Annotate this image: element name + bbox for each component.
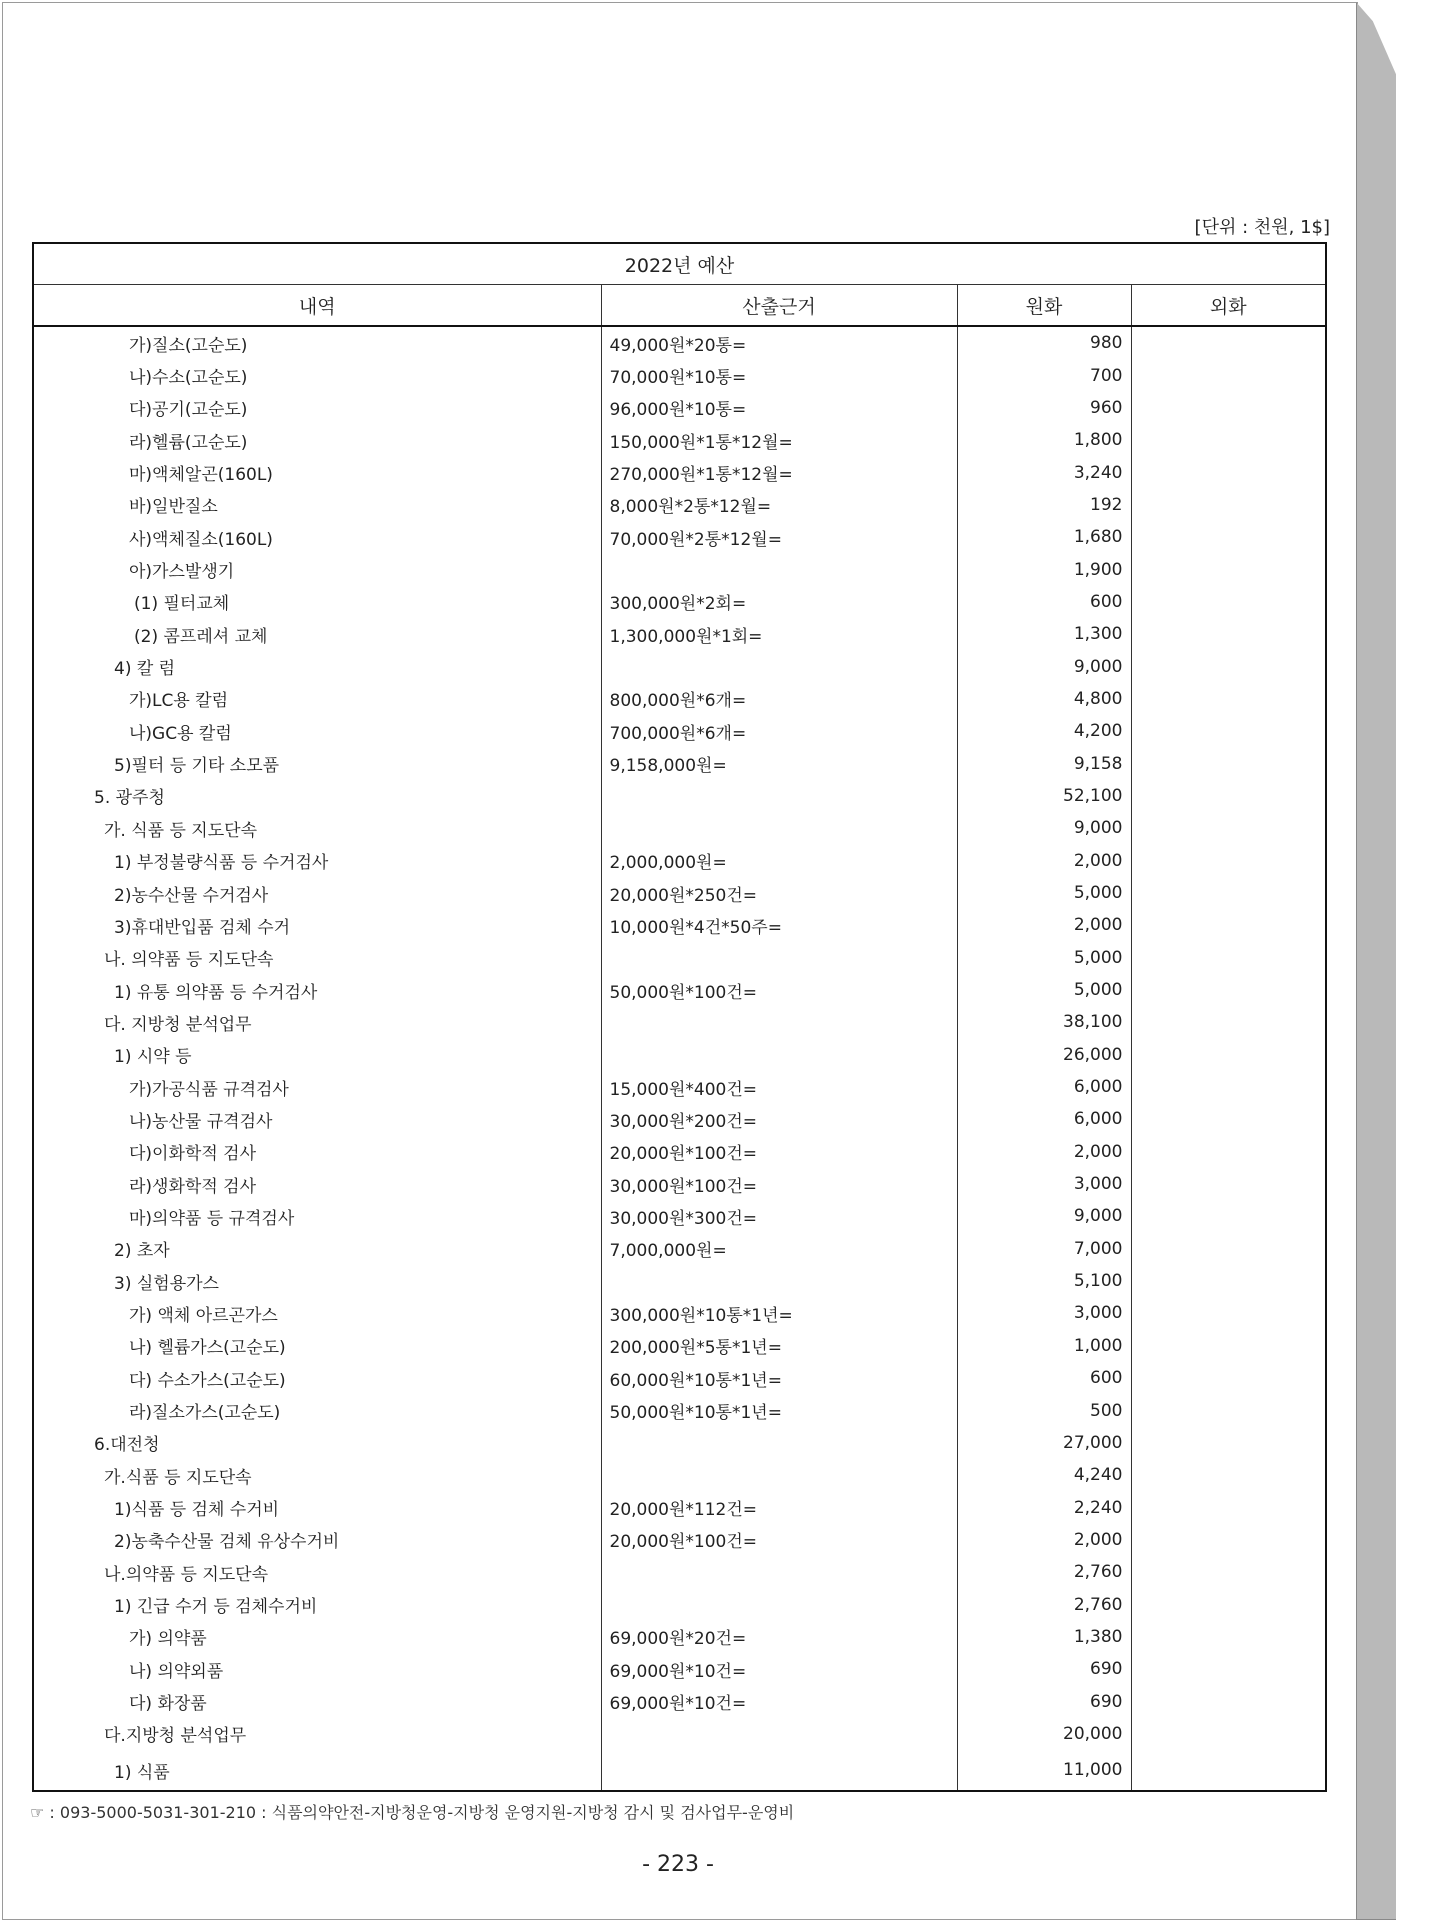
table-row <box>33 1136 1326 1168</box>
item-cell: 가.식품 등 지도단속 <box>33 1459 601 1491</box>
item-cell: 2) 초자 <box>33 1233 601 1265</box>
table-row <box>33 1653 1326 1685</box>
fx-cell <box>1131 1653 1326 1685</box>
fx-cell <box>1131 683 1326 715</box>
fx-cell <box>1131 1200 1326 1232</box>
fx-cell <box>1131 1168 1326 1200</box>
krw-cell: 5,100 <box>957 1265 1131 1297</box>
item-cell: 마)의약품 등 규격검사 <box>33 1200 601 1232</box>
fx-cell <box>1131 456 1326 488</box>
fx-cell <box>1131 489 1326 521</box>
fx-cell <box>1131 1556 1326 1588</box>
basis-cell: 69,000원*20건= <box>601 1621 957 1653</box>
fx-cell <box>1131 1491 1326 1523</box>
item-cell: 나)수소(고순도) <box>33 359 601 391</box>
basis-cell <box>601 1039 957 1071</box>
item-cell: 가. 식품 등 지도단속 <box>33 812 601 844</box>
budget-table <box>32 242 1327 1792</box>
basis-cell <box>601 1427 957 1459</box>
fx-cell <box>1131 812 1326 844</box>
item-cell: 가)질소(고순도) <box>33 326 601 359</box>
basis-cell <box>601 1459 957 1491</box>
table-row <box>33 1718 1326 1750</box>
table-row <box>33 1362 1326 1394</box>
fx-cell <box>1131 553 1326 585</box>
basis-cell <box>601 1588 957 1620</box>
fx-cell <box>1131 1427 1326 1459</box>
krw-cell: 1,000 <box>957 1330 1131 1362</box>
krw-cell: 690 <box>957 1653 1131 1685</box>
item-cell: 1) 식품 <box>33 1750 601 1791</box>
table-row <box>33 1297 1326 1329</box>
table-row <box>33 1750 1326 1791</box>
krw-cell: 20,000 <box>957 1718 1131 1750</box>
table-row <box>33 812 1326 844</box>
krw-cell: 3,000 <box>957 1297 1131 1329</box>
basis-cell: 96,000원*10통= <box>601 392 957 424</box>
krw-cell: 27,000 <box>957 1427 1131 1459</box>
fx-cell <box>1131 1459 1326 1491</box>
table-row <box>33 1394 1326 1426</box>
item-cell: 가) 액체 아르곤가스 <box>33 1297 601 1329</box>
fx-cell <box>1131 1071 1326 1103</box>
fx-cell <box>1131 650 1326 682</box>
basis-cell: 30,000원*300건= <box>601 1200 957 1232</box>
fx-cell <box>1131 1006 1326 1038</box>
item-cell: 나)GC용 칼럼 <box>33 715 601 747</box>
item-cell: 2)농축수산물 검체 유상수거비 <box>33 1524 601 1556</box>
basis-cell: 50,000원*10통*1년= <box>601 1394 957 1426</box>
fx-cell <box>1131 1588 1326 1620</box>
krw-cell: 690 <box>957 1685 1131 1717</box>
table-row <box>33 489 1326 521</box>
basis-cell: 15,000원*400건= <box>601 1071 957 1103</box>
item-cell: 라)질소가스(고순도) <box>33 1394 601 1426</box>
krw-cell: 38,100 <box>957 1006 1131 1038</box>
table-row <box>33 1330 1326 1362</box>
table-row <box>33 1006 1326 1038</box>
krw-cell: 4,200 <box>957 715 1131 747</box>
item-cell: 5)필터 등 기타 소모품 <box>33 747 601 779</box>
basis-cell <box>601 942 957 974</box>
table-row <box>33 974 1326 1006</box>
item-cell: 마)액체알곤(160L) <box>33 456 601 488</box>
fx-cell <box>1131 1621 1326 1653</box>
table-row <box>33 683 1326 715</box>
basis-cell: 7,000,000원= <box>601 1233 957 1265</box>
item-cell: 1) 유통 의약품 등 수거검사 <box>33 974 601 1006</box>
item-cell: 다. 지방청 분석업무 <box>33 1006 601 1038</box>
basis-cell: 69,000원*10건= <box>601 1653 957 1685</box>
basis-cell: 300,000원*2회= <box>601 586 957 618</box>
krw-cell: 4,240 <box>957 1459 1131 1491</box>
fx-cell <box>1131 1233 1326 1265</box>
basis-cell: 60,000원*10통*1년= <box>601 1362 957 1394</box>
table-row <box>33 553 1326 585</box>
basis-cell <box>601 1750 957 1791</box>
krw-cell: 192 <box>957 489 1131 521</box>
fx-cell <box>1131 521 1326 553</box>
table-row <box>33 1200 1326 1232</box>
fx-cell <box>1131 1362 1326 1394</box>
krw-cell: 6,000 <box>957 1071 1131 1103</box>
basis-cell: 270,000원*1통*12월= <box>601 456 957 488</box>
table-row <box>33 392 1326 424</box>
krw-cell: 500 <box>957 1394 1131 1426</box>
fx-cell <box>1131 1394 1326 1426</box>
fx-cell <box>1131 1685 1326 1717</box>
krw-cell: 7,000 <box>957 1233 1131 1265</box>
fx-cell <box>1131 909 1326 941</box>
table-row <box>33 618 1326 650</box>
item-cell: 다)이화학적 검사 <box>33 1136 601 1168</box>
fx-cell <box>1131 618 1326 650</box>
krw-cell: 2,000 <box>957 845 1131 877</box>
basis-cell <box>601 812 957 844</box>
item-cell: 나) 헬륨가스(고순도) <box>33 1330 601 1362</box>
krw-cell: 960 <box>957 392 1131 424</box>
item-cell: 다) 화장품 <box>33 1685 601 1717</box>
item-cell: 3) 실험용가스 <box>33 1265 601 1297</box>
basis-cell: 69,000원*10건= <box>601 1685 957 1717</box>
krw-cell: 2,240 <box>957 1491 1131 1523</box>
page-margin <box>1396 0 1450 1926</box>
fx-cell <box>1131 1718 1326 1750</box>
basis-cell: 20,000원*250건= <box>601 877 957 909</box>
krw-cell: 5,000 <box>957 942 1131 974</box>
page-number: - 223 - <box>642 1852 714 1877</box>
table-body <box>33 326 1326 1791</box>
item-cell: 아)가스발생기 <box>33 553 601 585</box>
item-cell: 나.의약품 등 지도단속 <box>33 1556 601 1588</box>
basis-cell <box>601 1265 957 1297</box>
table-row <box>33 326 1326 359</box>
table-row <box>33 909 1326 941</box>
fx-cell <box>1131 715 1326 747</box>
fx-cell <box>1131 974 1326 1006</box>
krw-cell: 52,100 <box>957 780 1131 812</box>
table-row <box>33 1685 1326 1717</box>
basis-cell: 800,000원*6개= <box>601 683 957 715</box>
basis-cell: 20,000원*112건= <box>601 1491 957 1523</box>
fx-cell <box>1131 780 1326 812</box>
basis-cell <box>601 1006 957 1038</box>
fx-cell <box>1131 1297 1326 1329</box>
krw-cell: 9,158 <box>957 747 1131 779</box>
basis-cell: 50,000원*100건= <box>601 974 957 1006</box>
item-cell: 1) 시약 등 <box>33 1039 601 1071</box>
table-row <box>33 845 1326 877</box>
footnote: ☞ : 093-5000-5031-301-210 : 식품의약안전-지방청운영-지방청 운영지원-지방청 감시 및 검사업무-운영비 <box>30 1803 795 1822</box>
basis-cell: 700,000원*6개= <box>601 715 957 747</box>
item-cell: 다)공기(고순도) <box>33 392 601 424</box>
table-row <box>33 1168 1326 1200</box>
basis-cell: 49,000원*20통= <box>601 326 957 359</box>
table-row <box>33 1103 1326 1135</box>
header-krw: 원화 <box>957 285 1131 327</box>
krw-cell: 980 <box>957 326 1131 359</box>
item-cell: 5. 광주청 <box>33 780 601 812</box>
krw-cell: 1,900 <box>957 553 1131 585</box>
header-basis: 산출근거 <box>601 285 957 327</box>
basis-cell: 200,000원*5통*1년= <box>601 1330 957 1362</box>
item-cell: 1) 긴급 수거 등 검체수거비 <box>33 1588 601 1620</box>
krw-cell: 9,000 <box>957 1200 1131 1232</box>
krw-cell: 2,760 <box>957 1556 1131 1588</box>
fx-cell <box>1131 424 1326 456</box>
krw-cell: 1,680 <box>957 521 1131 553</box>
item-cell: 4) 칼 럼 <box>33 650 601 682</box>
basis-cell: 1,300,000원*1회= <box>601 618 957 650</box>
krw-cell: 1,380 <box>957 1621 1131 1653</box>
table-row <box>33 586 1326 618</box>
krw-cell: 5,000 <box>957 974 1131 1006</box>
krw-cell: 2,000 <box>957 1136 1131 1168</box>
fx-cell <box>1131 1265 1326 1297</box>
table-row <box>33 1427 1326 1459</box>
table-row <box>33 780 1326 812</box>
krw-cell: 6,000 <box>957 1103 1131 1135</box>
header-fx: 외화 <box>1131 285 1326 327</box>
item-cell: 6.대전청 <box>33 1427 601 1459</box>
table-row <box>33 1588 1326 1620</box>
item-cell: 가)LC용 칼럼 <box>33 683 601 715</box>
basis-cell: 20,000원*100건= <box>601 1136 957 1168</box>
item-cell: 라)생화학적 검사 <box>33 1168 601 1200</box>
unit-label: [단위 : 천원, 1$] <box>1194 217 1330 238</box>
table-row <box>33 1491 1326 1523</box>
item-cell: (2) 콤프레셔 교체 <box>33 618 601 650</box>
table-row <box>33 715 1326 747</box>
item-cell: 사)액체질소(160L) <box>33 521 601 553</box>
fx-cell <box>1131 747 1326 779</box>
fx-cell <box>1131 1524 1326 1556</box>
item-cell: 나) 의약외품 <box>33 1653 601 1685</box>
fx-cell <box>1131 392 1326 424</box>
basis-cell <box>601 553 957 585</box>
table-row <box>33 942 1326 974</box>
krw-cell: 26,000 <box>957 1039 1131 1071</box>
basis-cell: 70,000원*2통*12월= <box>601 521 957 553</box>
krw-cell: 1,800 <box>957 424 1131 456</box>
item-cell: 2)농수산물 수거검사 <box>33 877 601 909</box>
basis-cell <box>601 1556 957 1588</box>
krw-cell: 4,800 <box>957 683 1131 715</box>
krw-cell: 9,000 <box>957 650 1131 682</box>
table-row <box>33 1071 1326 1103</box>
item-cell: 나)농산물 규격검사 <box>33 1103 601 1135</box>
krw-cell: 700 <box>957 359 1131 391</box>
table-row <box>33 521 1326 553</box>
table-row <box>33 1039 1326 1071</box>
table-row <box>33 456 1326 488</box>
basis-cell: 300,000원*10통*1년= <box>601 1297 957 1329</box>
table-row <box>33 1621 1326 1653</box>
table-row <box>33 359 1326 391</box>
fx-cell <box>1131 326 1326 359</box>
table-row <box>33 1459 1326 1491</box>
item-cell: (1) 필터교체 <box>33 586 601 618</box>
fx-cell <box>1131 877 1326 909</box>
item-cell: 다) 수소가스(고순도) <box>33 1362 601 1394</box>
basis-cell: 70,000원*10통= <box>601 359 957 391</box>
table-row <box>33 1556 1326 1588</box>
krw-cell: 600 <box>957 586 1131 618</box>
item-cell: 나. 의약품 등 지도단속 <box>33 942 601 974</box>
krw-cell: 11,000 <box>957 1750 1131 1791</box>
basis-cell: 30,000원*100건= <box>601 1168 957 1200</box>
table-row <box>33 1265 1326 1297</box>
basis-cell: 150,000원*1통*12월= <box>601 424 957 456</box>
krw-cell: 2,760 <box>957 1588 1131 1620</box>
krw-cell: 2,000 <box>957 1524 1131 1556</box>
basis-cell <box>601 650 957 682</box>
basis-cell: 30,000원*200건= <box>601 1103 957 1135</box>
table-caption: 2022년 예산 <box>33 243 1326 285</box>
krw-cell: 5,000 <box>957 877 1131 909</box>
item-cell: 1)식품 등 검체 수거비 <box>33 1491 601 1523</box>
item-cell: 가)가공식품 규격검사 <box>33 1071 601 1103</box>
item-cell: 3)휴대반입품 검체 수거 <box>33 909 601 941</box>
table-row <box>33 747 1326 779</box>
table-row <box>33 1233 1326 1265</box>
krw-cell: 2,000 <box>957 909 1131 941</box>
page-stack-edge <box>1356 2 1398 1920</box>
fx-cell <box>1131 1330 1326 1362</box>
basis-cell: 10,000원*4건*50주= <box>601 909 957 941</box>
krw-cell: 600 <box>957 1362 1131 1394</box>
fx-cell <box>1131 586 1326 618</box>
item-cell: 가) 의약품 <box>33 1621 601 1653</box>
fx-cell <box>1131 1750 1326 1791</box>
basis-cell <box>601 780 957 812</box>
basis-cell <box>601 1718 957 1750</box>
table-row <box>33 1524 1326 1556</box>
fx-cell <box>1131 1103 1326 1135</box>
krw-cell: 9,000 <box>957 812 1131 844</box>
krw-cell: 1,300 <box>957 618 1131 650</box>
table-row <box>33 424 1326 456</box>
basis-cell: 2,000,000원= <box>601 845 957 877</box>
item-cell: 다.지방청 분석업무 <box>33 1718 601 1750</box>
item-cell: 1) 부정불량식품 등 수거검사 <box>33 845 601 877</box>
basis-cell: 20,000원*100건= <box>601 1524 957 1556</box>
header-item: 내역 <box>33 285 601 327</box>
fx-cell <box>1131 1039 1326 1071</box>
basis-cell: 9,158,000원= <box>601 747 957 779</box>
krw-cell: 3,240 <box>957 456 1131 488</box>
item-cell: 바)일반질소 <box>33 489 601 521</box>
basis-cell: 8,000원*2통*12월= <box>601 489 957 521</box>
fx-cell <box>1131 845 1326 877</box>
item-cell: 라)헬륨(고순도) <box>33 424 601 456</box>
table-row <box>33 650 1326 682</box>
fx-cell <box>1131 359 1326 391</box>
table-row <box>33 877 1326 909</box>
fx-cell <box>1131 942 1326 974</box>
krw-cell: 3,000 <box>957 1168 1131 1200</box>
fx-cell <box>1131 1136 1326 1168</box>
